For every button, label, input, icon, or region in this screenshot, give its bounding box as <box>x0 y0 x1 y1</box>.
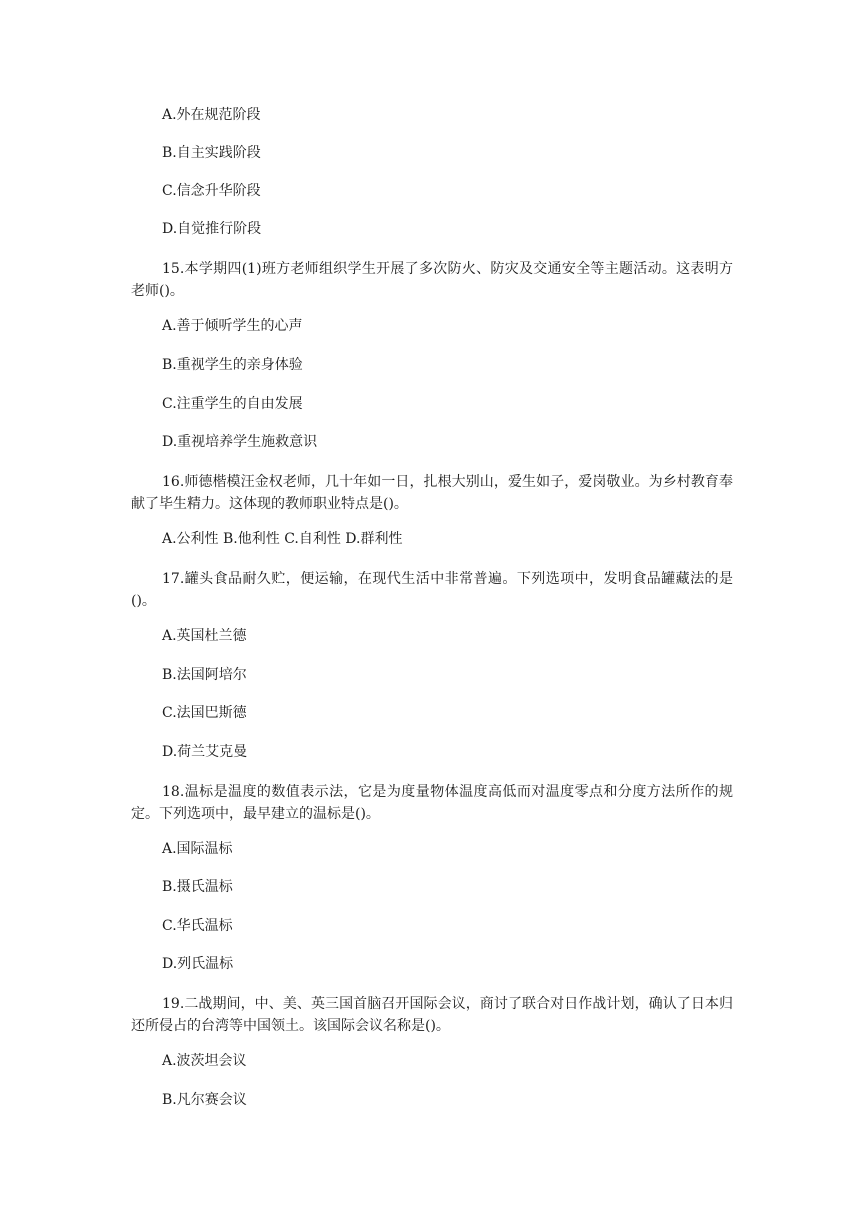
option-line: D.自觉推行阶段 <box>162 221 262 237</box>
option-line: B.凡尔赛会议 <box>162 1092 247 1108</box>
option-line: B.自主实践阶段 <box>162 145 261 161</box>
question-18: 18.温标是温度的数值表示法，它是为度量物体温度高低而对温度零点和分度方法所作的规定。下列选项中，最早建立的温标是()。 <box>131 784 733 822</box>
question-19: 19.二战期间，中、美、英三国首脑召开国际会议，商讨了联合对日作战计划，确认了日本归还所侵占的台湾等中国领土。该国际会议名称是()。 <box>131 996 733 1034</box>
option-line: B.法国阿培尔 <box>162 667 247 683</box>
option-line: C.信念升华阶段 <box>162 183 261 199</box>
option-line: D.列氏温标 <box>162 956 234 972</box>
option-line: A.国际温标 <box>162 841 233 857</box>
option-line: C.法国巴斯德 <box>162 705 247 721</box>
question-17: 17.罐头食品耐久贮，便运输，在现代生活中非常普遍。下列选项中，发明食品罐藏法的是()。 <box>131 571 733 609</box>
option-line: B.重视学生的亲身体验 <box>162 357 303 373</box>
option-line: C.注重学生的自由发展 <box>162 396 303 412</box>
option-line: A.外在规范阶段 <box>162 107 261 123</box>
question-16: 16.师德楷模汪金权老师，几十年如一日，扎根大别山，爱生如子，爱岗敬业。为乡村教育奉献了毕生精力。这体现的教师职业特点是()。 <box>131 474 733 512</box>
option-line: D.重视培养学生施救意识 <box>162 434 318 450</box>
option-line: A.英国杜兰德 <box>162 628 247 644</box>
option-line: D.荷兰艾克曼 <box>162 744 248 760</box>
option-line: B.摄氏温标 <box>162 879 233 895</box>
option-line: A.善于倾听学生的心声 <box>162 318 303 334</box>
question-15: 15.本学期四(1)班方老师组织学生开展了多次防火、防灾及交通安全等主题活动。这表明方老师()。 <box>131 261 733 299</box>
option-line: A.公利性 B.他利性 C.自利性 D.群利性 <box>162 531 403 547</box>
option-line: C.华氏温标 <box>162 918 233 934</box>
option-line: A.波茨坦会议 <box>162 1053 247 1069</box>
